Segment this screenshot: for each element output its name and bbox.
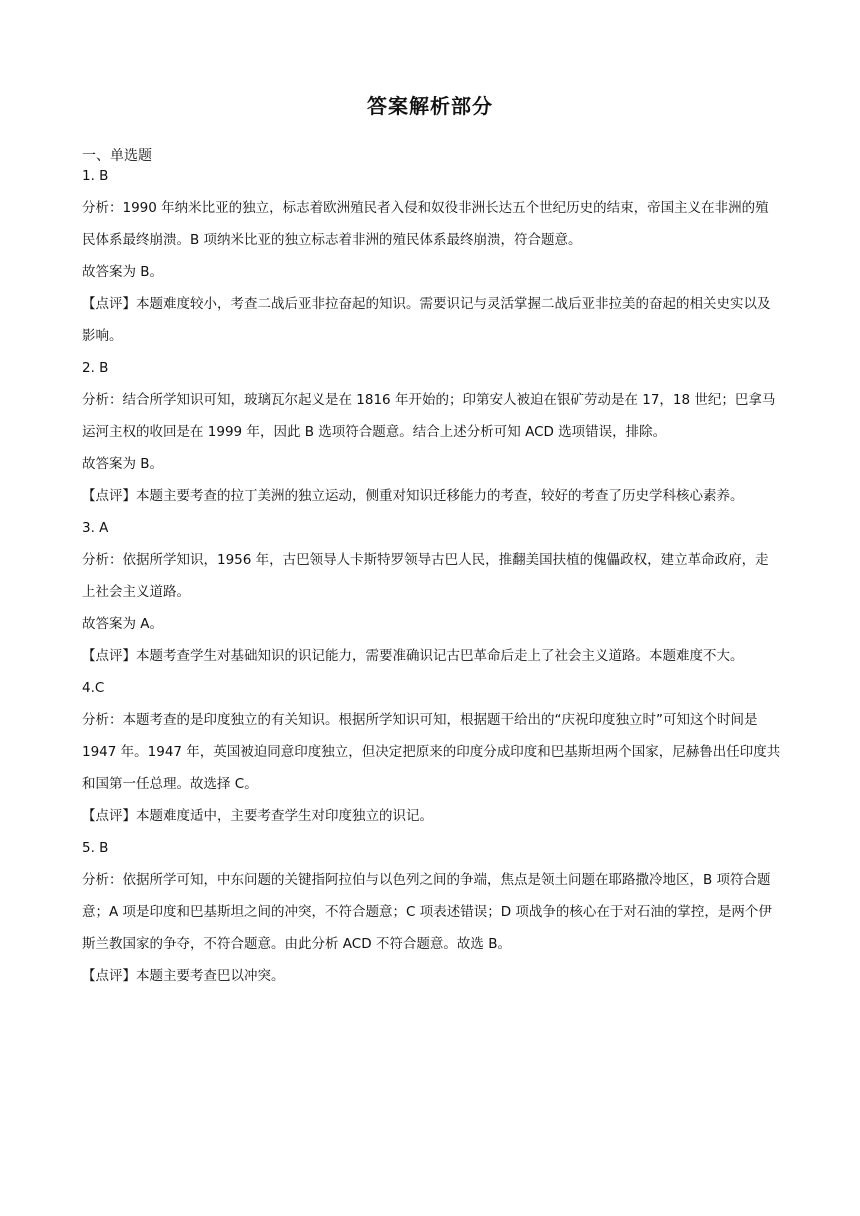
answer-key: 2. B — [82, 360, 109, 376]
analysis-text: 分析：依据所学知识，1956 年，古巴领导人卡斯特罗领导古巴人民，推翻美国扶植的傀儡政权，建立革命政府，走上社会主义道路。 — [82, 552, 769, 600]
comment-text: 【点评】本题主要考查巴以冲突。 — [82, 968, 285, 984]
question-1 — [82, 160, 782, 352]
question-4 — [82, 672, 782, 832]
question-5 — [82, 832, 782, 992]
conclusion-text: 故答案为 B。 — [82, 264, 164, 280]
section-heading: 一、单选题 — [82, 148, 152, 164]
analysis-text: 分析：结合所学知识可知，玻璃瓦尔起义是在 1816 年开始的；印第安人被迫在银矿劳动是在 17，18 世纪；巴拿马运河主权的收回是在 1999 年，因此 B 选项符合题意。结合上述分析可知 ACD 选项错误，排除。 — [82, 392, 776, 440]
answer-key: 3. A — [82, 520, 109, 536]
analysis-text: 分析：1990 年纳米比亚的独立，标志着欧洲殖民者入侵和奴役非洲长达五个世纪历史的结束，帝国主义在非洲的殖民体系最终崩溃。B 项纳米比亚的独立标志着非洲的殖民体系最终崩溃，符合题意。 — [82, 200, 769, 248]
comment-text: 【点评】本题考查学生对基础知识的识记能力，需要准确识记古巴革命后走上了社会主义道路。本题难度不大。 — [82, 648, 744, 664]
conclusion-text: 故答案为 A。 — [82, 616, 164, 632]
comment-text: 【点评】本题主要考查的拉丁美洲的独立运动，侧重对知识迁移能力的考查，较好的考查了历史学科核心素养。 — [82, 488, 744, 504]
answer-key: 5. B — [82, 840, 109, 856]
analysis-text: 分析：依据所学可知，中东问题的关键指阿拉伯与以色列之间的争端，焦点是领土问题在耶路撒冷地区，B 项符合题意；A 项是印度和巴基斯坦之间的冲突，不符合题意；C 项表述错误；D 项战争的核心在于对石油的掌控，是两个伊斯兰教国家的争夺，不符合题意。由此分析 ACD 不符合题意。故选 B。 — [82, 872, 772, 952]
analysis-text: 分析：本题考查的是印度独立的有关知识。根据所学知识可知，根据题干给出的“庆祝印度独立时”可知这个时间是 1947 年。1947 年，英国被迫同意印度独立，但决定把原来的印度分成印度和巴基斯坦两个国家，尼赫鲁出任印度共和国第一任总理。故选择 C。 — [82, 712, 781, 792]
question-2 — [82, 352, 782, 512]
comment-text: 【点评】本题难度较小，考查二战后亚非拉奋起的知识。需要识记与灵活掌握二战后亚非拉美的奋起的相关史实以及影响。 — [82, 296, 771, 344]
answer-list — [82, 160, 782, 992]
conclusion-text: 故答案为 B。 — [82, 456, 164, 472]
page-title: 答案解析部分 — [367, 94, 493, 118]
question-3 — [82, 512, 782, 672]
answer-key: 4.C — [82, 680, 105, 696]
comment-text: 【点评】本题难度适中，主要考查学生对印度独立的识记。 — [82, 808, 433, 824]
answer-key: 1. B — [82, 168, 109, 184]
